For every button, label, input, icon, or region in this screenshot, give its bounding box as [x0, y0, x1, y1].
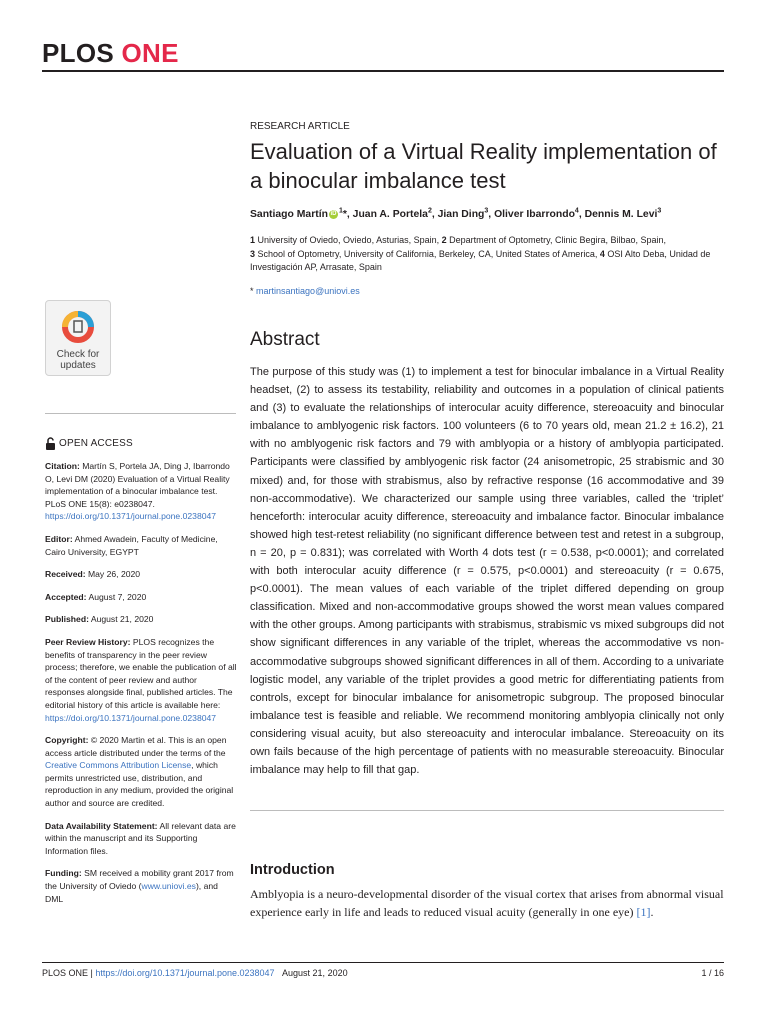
logo-plos: PLOS [42, 38, 114, 68]
article-type: RESEARCH ARTICLE [250, 121, 350, 132]
accepted-date: August 7, 2020 [86, 591, 147, 602]
received-date: May 26, 2020 [85, 569, 141, 580]
check-label-line1: Check for [56, 349, 100, 360]
author-list [250, 208, 730, 222]
funding-block [45, 867, 238, 905]
published-block [45, 613, 238, 626]
citation-block [45, 460, 238, 523]
introduction-text [250, 885, 724, 921]
funding-label: Funding: [45, 868, 82, 879]
page-footer [42, 968, 348, 978]
affil-text: School of Optometry, University of California, Berkeley, CA, United States of America, [255, 248, 600, 259]
affil-text: University of Oviedo, Oviedo, Asturias, Spain, [255, 235, 442, 245]
peer-review-link[interactable]: https://doi.org/10.1371/journal.pone.0238047 [45, 712, 217, 723]
author-sep: , [431, 209, 438, 220]
published-label: Published: [45, 614, 89, 625]
funding-text: SM received a mobility grant 2017 from the University of Oviedo ( [45, 868, 234, 892]
license-link[interactable]: Creative Commons Attribution License [45, 760, 192, 771]
open-access-text: OPEN ACCESS [59, 438, 133, 449]
author-affil-sup: 1 [338, 207, 343, 215]
abstract-divider [250, 810, 724, 811]
article-title: Evaluation of a Virtual Reality implementation of a binocular imbalance test [250, 139, 717, 193]
published-date: August 21, 2020 [88, 614, 154, 625]
editor-block [45, 533, 238, 558]
affil-text: Department of Optometry, Clinic Begira, Bilbao, Spain, [446, 235, 667, 245]
editor-text: Ahmed Awadein, Faculty of Medicine, Cairo University, EGYPT [45, 533, 218, 557]
copyright-text-end: , which permits unrestricted use, distribution, and reproduction in any medium, provided the original author and source are credited. [45, 760, 234, 809]
copyright-label: Copyright: [45, 735, 89, 746]
author-name[interactable]: Juan A. Portela [352, 209, 428, 220]
plos-one-logo[interactable] [42, 38, 179, 68]
affiliations [250, 234, 720, 275]
citation-label: Citation: [45, 461, 80, 471]
sidebar-divider [45, 413, 236, 414]
received-block [45, 568, 238, 581]
footer-date: August 21, 2020 [282, 968, 348, 978]
crossmark-icon [61, 310, 95, 344]
peer-review-block [45, 636, 238, 724]
reference-link[interactable]: [1] [636, 905, 651, 919]
author-affil-sup: 3 [657, 207, 662, 215]
open-lock-icon [45, 437, 56, 450]
open-access-label [45, 437, 133, 450]
affil-num: 4 [599, 248, 605, 259]
logo-one: ONE [121, 38, 179, 68]
intro-paragraph: Amblyopia is a neuro-developmental disorder of the visual cortex that arises from abnormal visual experience early in life and leads to reduced visual acuity (generally in one eye) [250, 887, 724, 919]
author-affil-sup: 3 [484, 207, 489, 215]
article-metadata [45, 460, 238, 915]
author-name[interactable]: Oliver Ibarrondo [494, 209, 575, 220]
abstract-heading: Abstract [250, 329, 320, 350]
page-number: 1 / 16 [701, 968, 724, 978]
affil-num: 3 [250, 248, 256, 259]
footer-divider [42, 962, 724, 963]
citation-text: Martín S, Portela JA, Ding J, Ibarrondo O, Levi DM (2020) Evaluation of a Virtual Reality implementation of a binocular imbalance test. PLoS ONE 15(8): e0238047. [45, 461, 230, 509]
header-divider [42, 70, 724, 72]
affil-num: 2 [441, 235, 447, 245]
affil-num: 1 [250, 235, 256, 245]
intro-period: . [650, 905, 654, 919]
data-availability-block [45, 820, 238, 858]
peer-review-label: Peer Review History: [45, 636, 131, 647]
author-sep: , [488, 209, 495, 220]
introduction-heading: Introduction [250, 862, 335, 878]
author-name[interactable]: Jian Ding [437, 209, 485, 220]
copyright-block [45, 734, 238, 810]
peer-review-text: PLOS recognizes the benefits of transparency in the peer review process; therefore, we enable the publication of all of the content of peer review and author responses alongside final, published articles. The editorial history of this article is available here: [45, 636, 237, 710]
author-name[interactable]: Santiago Martín [250, 209, 328, 220]
orcid-icon[interactable]: iD [330, 210, 337, 217]
corresponding-mark: * [342, 209, 347, 220]
data-availability-text: All relevant data are within the manuscript and its Supporting Information files. [45, 820, 236, 856]
check-for-updates-label [46, 349, 110, 371]
funding-link[interactable]: www.uniovi.es [141, 881, 196, 892]
affil-text: OSI Alto Deba, Unidad de Investigación AP, Arrasate, Spain [250, 248, 711, 272]
footer-journal: PLOS ONE | [42, 968, 96, 978]
data-availability-label: Data Availability Statement: [45, 820, 158, 831]
accepted-block [45, 591, 238, 604]
author-sep: , [578, 209, 585, 220]
received-label: Received: [45, 569, 86, 580]
footer-doi-link[interactable]: https://doi.org/10.1371/journal.pone.0238047 [95, 968, 275, 978]
author-sep: , [346, 209, 353, 220]
email-link[interactable]: martinsantiago@uniovi.es [256, 286, 360, 296]
editor-label: Editor: [45, 533, 73, 544]
corresponding-email [250, 286, 360, 296]
author-name[interactable]: Dennis M. Levi [584, 209, 658, 220]
copyright-text: © 2020 Martin et al. This is an open access article distributed under the terms of the [45, 735, 227, 758]
funding-text-end: ), and DML [45, 881, 218, 904]
email-star: * [250, 286, 254, 296]
author-affil-sup: 4 [574, 207, 579, 215]
abstract-text: The purpose of this study was (1) to implement a test for binocular imbalance in a Virtual Reality headset, (2) to assess its testability, reliability and outcomes in a population of clinical patients and (3) to evaluate the relationships of interocular acuity difference, stereoacuity and binocular imbalance to amblyogenic risk factors. 100 volunteers (6 to 70 years old, mean 21.2 ± 16.2), 21 with no amblyogenic risk factors and 79 with amblyopia or a history of amblyopia participated. Participants were classified by amblyogenic risk factor (24 anisometropic, 25 strabismic and 30 mixed) and, for those with strabismus, also by refractive response (16 accommodative and 39 non-accommodative). We characterized our sample using three variables, called the ‘triplet’ henceforth: interocular acuity difference, stereoacuity and imbalance factor. Binocular imbalance showed high test-retest reliability (no significant difference between test and retest in a subgroup, n = 20, p = 0.831); was correlated with Worth 4 dots test (r = 0.538, p<0.0001); and correlated with both interocular acuity difference (r = 0.575, p<0.0001) and stereoacuity (r = 0.675, p<0.0001). The mean values of each variable of the triplet differed depending on group classification. Mixed and non-accommodative groups showed the worst mean values compared with the other groups. Among participants with strabismus, strabismic vs mixed subgroups did not show significant differences in any variable of the triplet, whereas the accommodative vs non-accommodative subgroups showed significant differences in all of them. According to a univariate logistic model, any variable of the triplet provides a good metric for differentiating patients from controls, except for binocular imbalance for anisometropic subgroup. The proposed binocular imbalance test is feasible and reliable. We recommend monitoring amblyopia clinically not only considering visual acuity, but also stereoacuity and interocular imbalance. Stereoacuity on its own fails because of the high percentage of patients with no measurable stereoacuity. Binocular imbalance may help to fill that gap. [250, 366, 724, 777]
check-for-updates-badge[interactable] [45, 300, 111, 376]
citation-doi-link[interactable]: https://doi.org/10.1371/journal.pone.0238047 [45, 511, 217, 522]
check-label-line2: updates [60, 360, 96, 371]
accepted-label: Accepted: [45, 591, 87, 602]
author-affil-sup: 2 [427, 207, 432, 215]
